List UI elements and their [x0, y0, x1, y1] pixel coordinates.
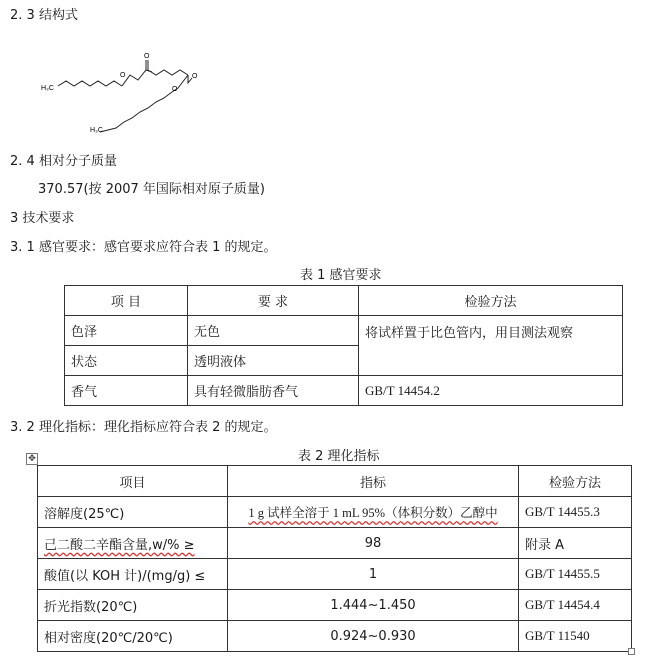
table-row — [38, 466, 632, 497]
table2-header-item: 项目 — [38, 466, 228, 497]
table2-solubility-cell — [228, 497, 519, 528]
table1-caption: 表 1 感官要求 — [300, 268, 382, 283]
section-3-heading: 3 技术要求 — [10, 211, 75, 226]
table-resize-handle[interactable] — [628, 648, 635, 655]
table2-cell: 1 — [228, 559, 519, 590]
table-row — [65, 316, 623, 346]
table1-cell: 无色 — [188, 316, 359, 346]
table1-sensory-requirements — [64, 285, 623, 406]
table2-cell: GB/T 14454.4 — [519, 590, 632, 621]
table2-cell: 1 g 试样全溶于 1 mL 95%（体积分数）乙醇中 — [248, 506, 498, 520]
table2-physicochemical-indicators — [37, 465, 632, 652]
table2-cell: 1.444~1.450 — [228, 590, 519, 621]
table-row — [65, 286, 623, 316]
table1-cell: 透明液体 — [188, 346, 359, 376]
table2-cell: 98 — [228, 528, 519, 559]
table2-cell: GB/T 14455.5 — [519, 559, 632, 590]
table1-cell: 色泽 — [65, 316, 188, 346]
oxygen-label-2: O — [144, 53, 150, 60]
table2-cell: 折光指数(20℃) — [38, 590, 228, 621]
ester-upper-link — [122, 70, 152, 86]
adipate-backbone — [148, 70, 188, 75]
table-row — [38, 590, 632, 621]
section-3-1-heading: 3. 1 感官要求：感官要求应符合表 1 的规定。 — [10, 240, 277, 255]
molecular-weight-text: 370.57(按 2007 年国际相对原子质量) — [38, 182, 265, 197]
table1-cell: 状态 — [65, 346, 188, 376]
oxygen-label-4: O — [172, 86, 178, 93]
table2-caption: 表 2 理化指标 — [298, 449, 380, 464]
oxygen-label-1: O — [120, 72, 126, 79]
table2-cell: 溶解度(25℃) — [38, 497, 228, 528]
table2-content-cell — [38, 528, 228, 559]
section-2-4-heading: 2. 4 相对分子质量 — [10, 154, 117, 169]
table-row — [38, 621, 632, 652]
table-row — [38, 559, 632, 590]
table2-cell: GB/T 14455.3 — [519, 497, 632, 528]
table1-header-method: 检验方法 — [359, 286, 623, 316]
move-cross-icon[interactable]: ✥ — [26, 453, 38, 465]
table-row — [38, 528, 632, 559]
table1-merged-method: 将试样置于比色管内，用目测法观察 — [359, 316, 623, 376]
table-row — [38, 497, 632, 528]
table2-cell: 酸值(以 KOH 计)/(mg/g) ≤ — [38, 559, 228, 590]
table1-cell: GB/T 14454.2 — [359, 376, 623, 406]
table2-cell: 相对密度(20℃/20℃) — [38, 621, 228, 652]
h3c-bottom-label: H₃C — [90, 127, 103, 134]
table-row — [65, 376, 623, 406]
lower-carbon-chain — [100, 92, 172, 132]
table2-header-indicator: 指标 — [228, 466, 519, 497]
table1-cell: 香气 — [65, 376, 188, 406]
section-2-3-heading: 2. 3 结构式 — [10, 8, 78, 23]
table1-header-item: 项 目 — [65, 286, 188, 316]
upper-carbon-chain — [58, 81, 122, 86]
table2-cell: 附录 A — [519, 528, 632, 559]
h3c-top-label: H₃C — [41, 85, 54, 92]
table1-cell: 具有轻微脂肪香气 — [188, 376, 359, 406]
structural-formula — [38, 28, 208, 138]
table1-header-requirement: 要 求 — [188, 286, 359, 316]
table2-cell: 0.924~0.930 — [228, 621, 519, 652]
table2-cell: 己二酸二辛酯含量,w/% ≥ — [44, 537, 195, 553]
oxygen-label-3: O — [192, 73, 198, 80]
table2-cell: GB/T 11540 — [519, 621, 632, 652]
section-3-2-heading: 3. 2 理化指标：理化指标应符合表 2 的规定。 — [10, 420, 277, 435]
table2-header-method: 检验方法 — [519, 466, 632, 497]
